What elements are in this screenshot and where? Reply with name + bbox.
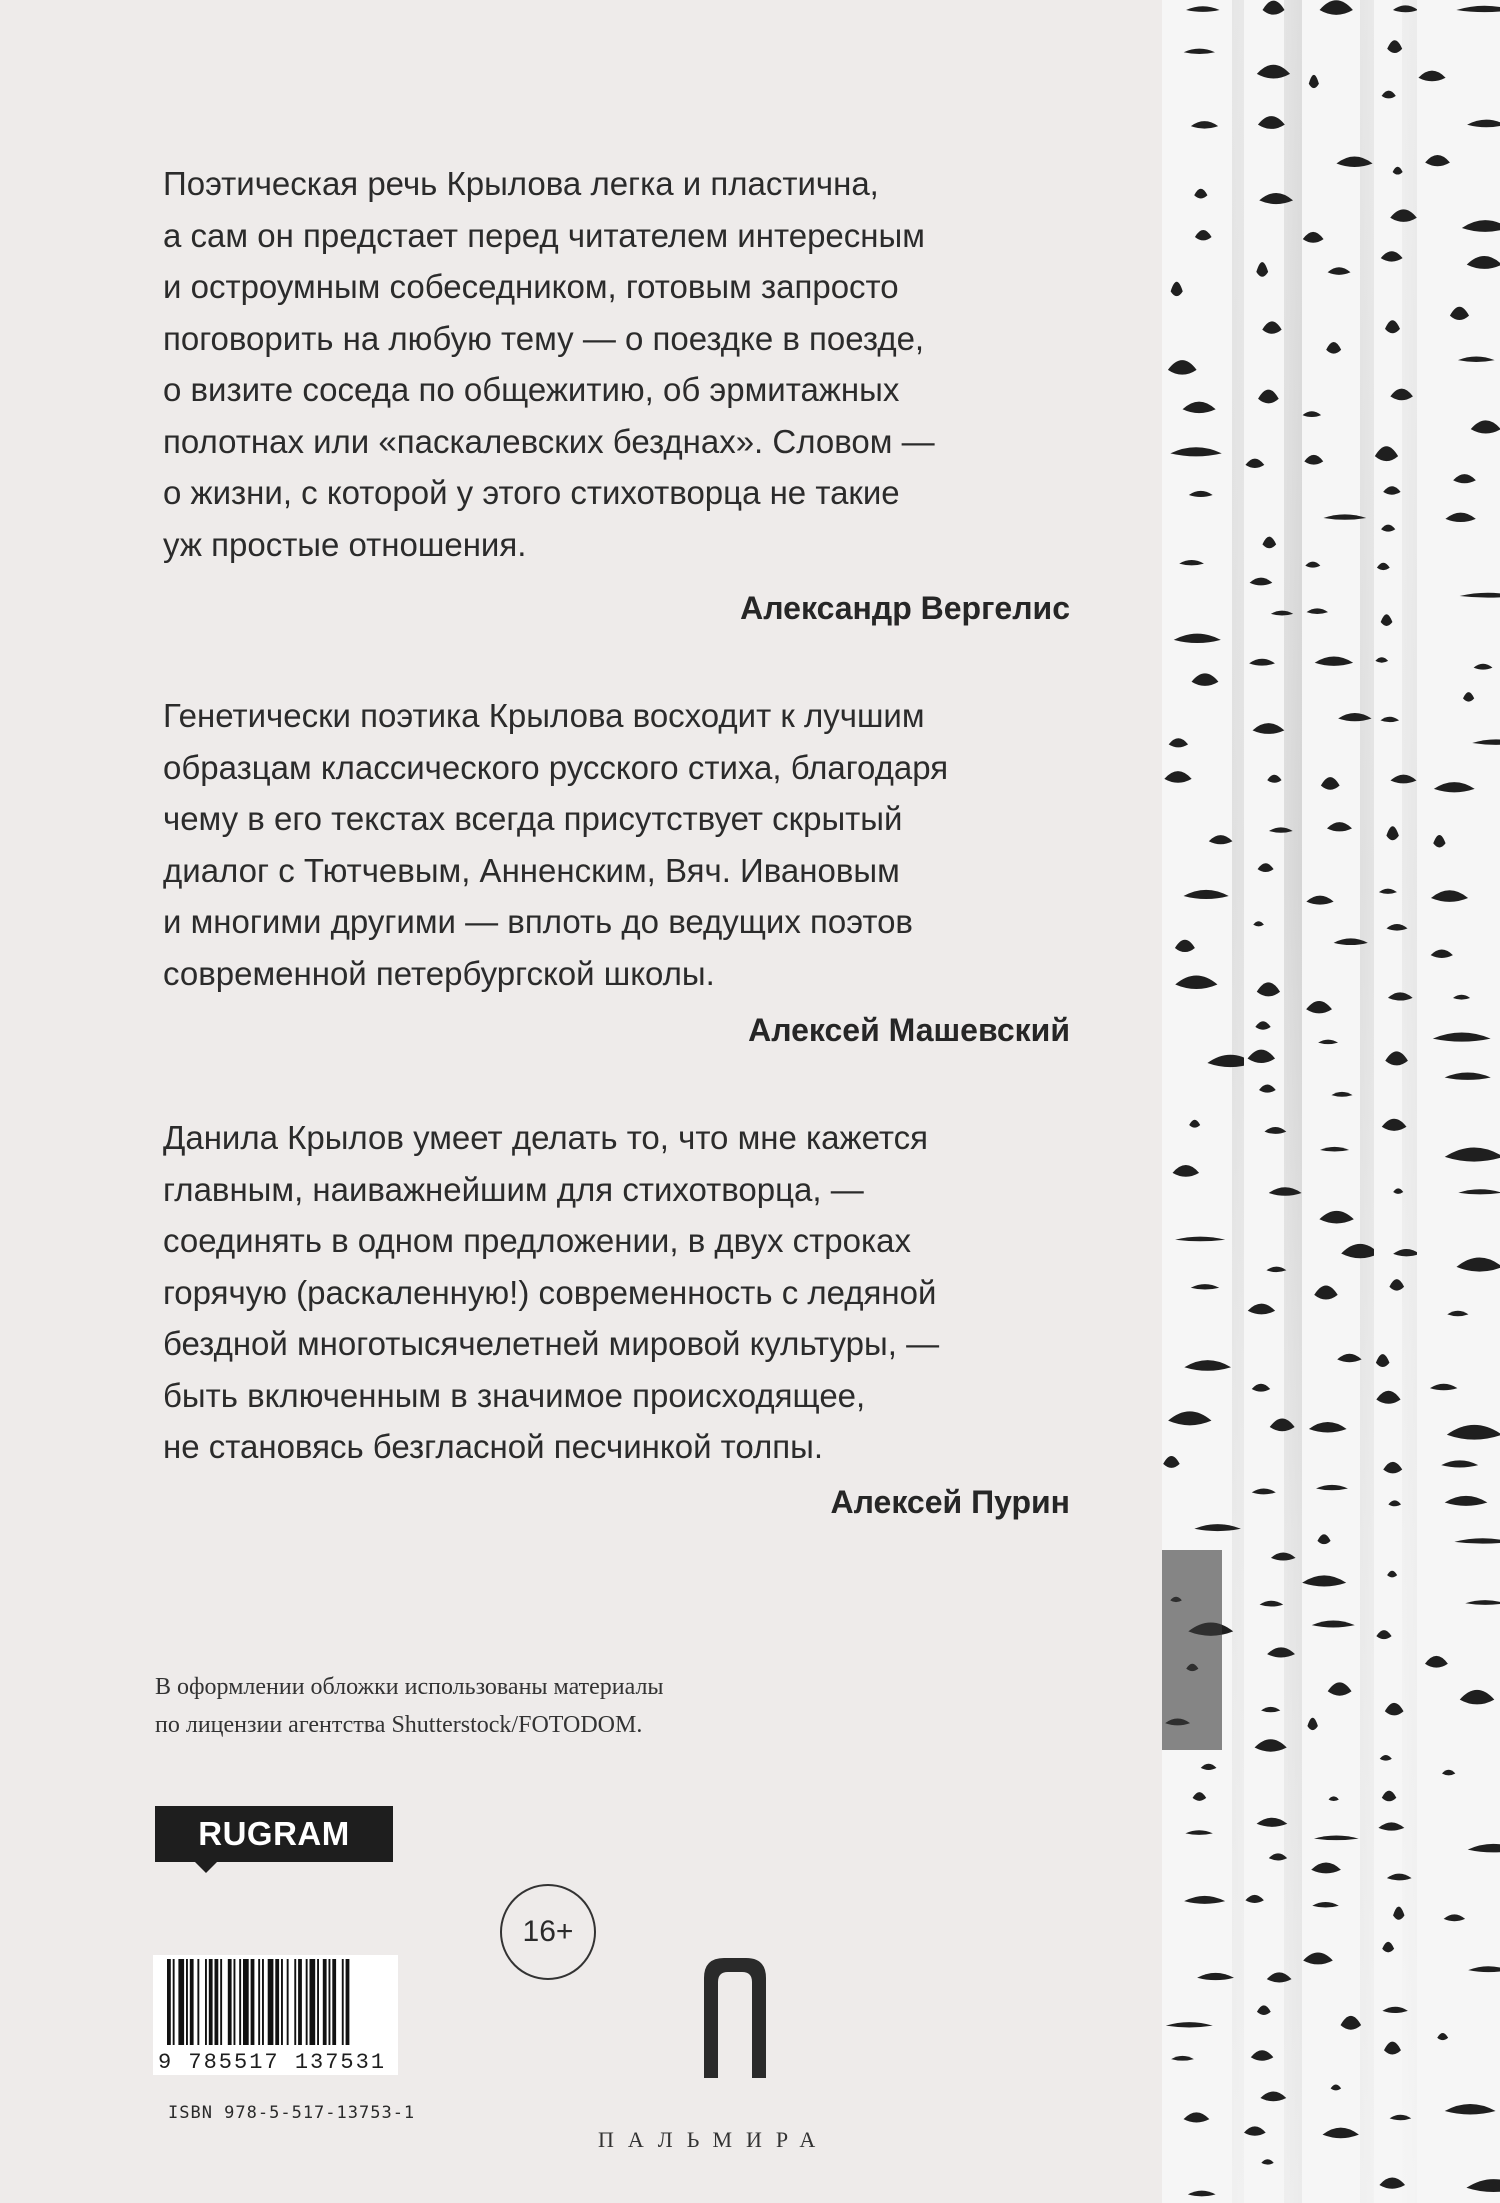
cover-credits: В оформлении обложки использованы материалы по лицензии агентства Shutterstock/FOTODOM. [155, 1674, 664, 1738]
birch-trees-image [1162, 0, 1500, 2203]
quote-mashevsky: Генетически поэтика Крылова восходит к лучшим образцам классического русского стиха, благодаря чему в его текстах всегда присутствует скрытый диалог с Тютчевым, Анненским, Вяч. Ивановым и многими другими — вплоть до ведущих поэтов современной петербургской школы. [163, 697, 949, 992]
barcode-bars [153, 1955, 398, 2050]
birch-forest-photo [1162, 0, 1500, 2203]
author-mashevsky: Алексей Машевский [748, 1012, 1070, 1048]
author-vergelis: Александр Вергелис [740, 590, 1070, 626]
publisher-name: ПАЛЬМИРА [598, 2127, 830, 2152]
barcode-digits: 9 785517 137531 [158, 2050, 387, 2075]
publisher-arch-icon [704, 1958, 766, 2078]
author-purin: Алексей Пурин [830, 1484, 1070, 1520]
rugram-logo: RUGRAM [155, 1806, 393, 1862]
quote-purin: Данила Крылов умеет делать то, что мне кажется главным, наиважнейшим для стихотворца, — соединять в одном предложении, в двух строках горячую (раскаленную!) современность с ледяной бездной многотысячелетней мировой культуры, — быть включенным в значимое происходящее, не становясь безгласной песчинкой толпы. [163, 1119, 940, 1465]
isbn-number: ISBN 978-5-517-13753-1 [168, 2103, 416, 2123]
rugram-logo-tab [195, 1862, 217, 1873]
age-rating-badge: 16+ [500, 1884, 596, 1980]
quote-vergelis: Поэтическая речь Крылова легка и пластична, а сам он предстает перед читателем интересным и остроумным собеседником, готовым запросто поговорить на любую тему — о поездке в поезде, о визите соседа по общежитию, об эрмитажных полотнах или «паскалевских безднах». Словом — о жизни, с которой у этого стихотворца не такие уж простые отношения. [163, 165, 935, 563]
